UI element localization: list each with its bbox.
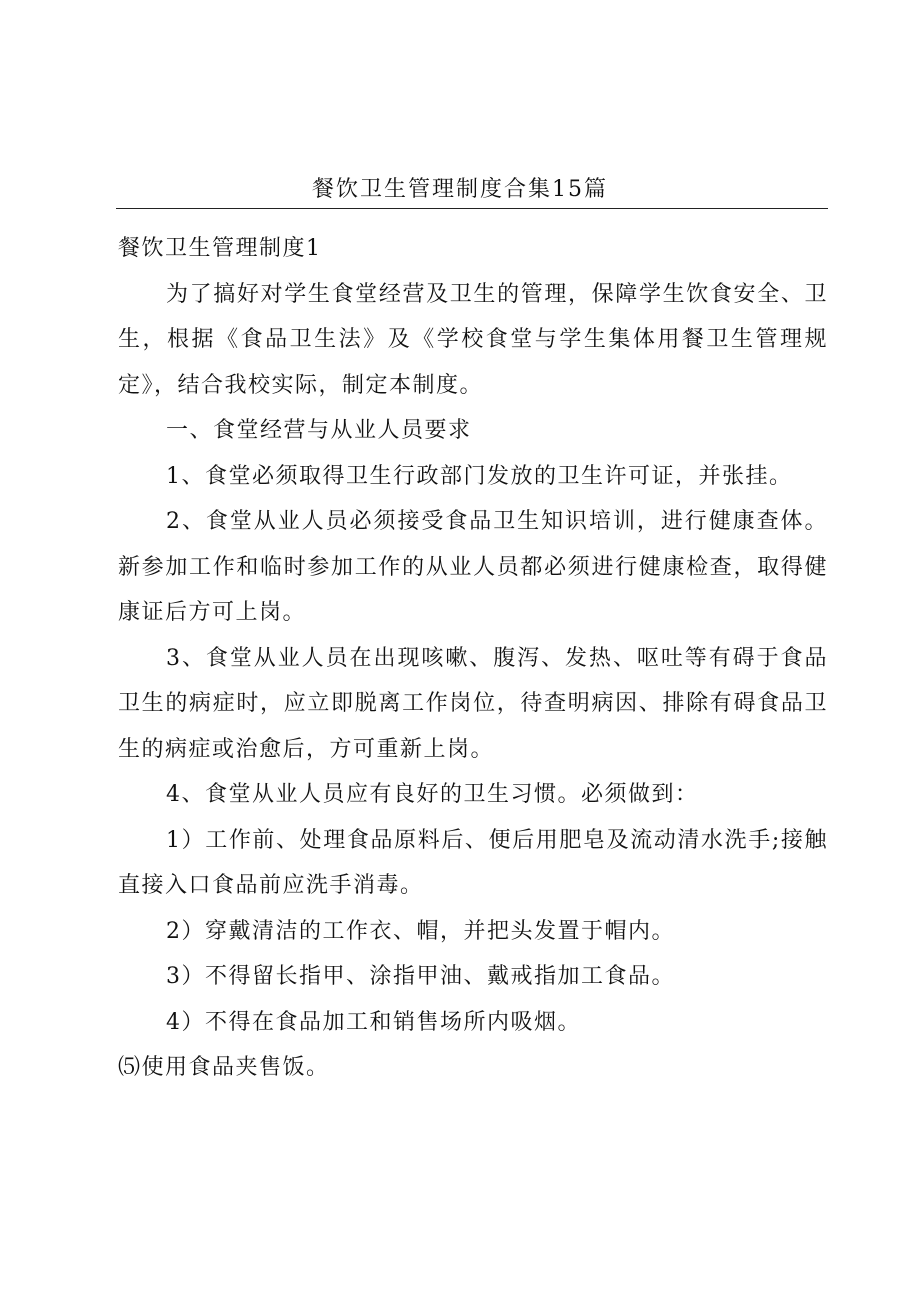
paragraph-subitem-2: 2）穿戴清洁的工作衣、帽，并把头发置于帽内。 [166, 918, 675, 944]
paragraph-item-2: 2、食堂从业人员必须接受食品卫生知识培训，进行健康查体。新参加工作和临时参加工作的从业人员都必须进行健康检查，取得健康证后方可上岗。 [118, 509, 828, 625]
paragraph-item-4: 4、食堂从业人员应有良好的卫生习惯。必须做到： [166, 782, 699, 807]
paragraph-subitem-4: 4）不得在食品加工和销售场所内吸烟。 [166, 1009, 581, 1035]
paragraph-subitem-1: 1）工作前、处理食品原料后、便后用肥皂及流动清水洗手;接触直接入口食品前应洗手消毒。 [118, 827, 828, 898]
paragraph-item-1: 1、食堂必须取得卫生行政部门发放的卫生许可证，并张挂。 [166, 463, 793, 489]
paragraph-item-3: 3、食堂从业人员在出现咳嗽、腹泻、发热、呕吐等有碍于食品卫生的病症时，应立即脱离工作岗位，待查明病因、排除有碍食品卫生的病症或治愈后，方可重新上岗。 [118, 645, 828, 762]
paragraph-intro: 为了搞好对学生食堂经营及卫生的管理，保障学生饮食安全、卫生，根据《食品卫生法》及《学校食堂与学生集体用餐卫生管理规定》，结合我校实际，制定本制度。 [118, 281, 828, 398]
paragraph-subheading: 一、食堂经营与从业人员要求 [166, 418, 472, 443]
paragraph-subitem-3: 3）不得留长指甲、涂指甲油、戴戒指加工食品。 [166, 964, 675, 989]
title-underline [116, 208, 828, 209]
document-title: 餐饮卫生管理制度合集15篇 [312, 177, 608, 202]
section-heading: 餐饮卫生管理制度1 [118, 236, 322, 261]
paragraph-subitem-5: ⑸使用食品夹售饭。 [118, 1055, 330, 1080]
document-body [118, 226, 828, 1091]
